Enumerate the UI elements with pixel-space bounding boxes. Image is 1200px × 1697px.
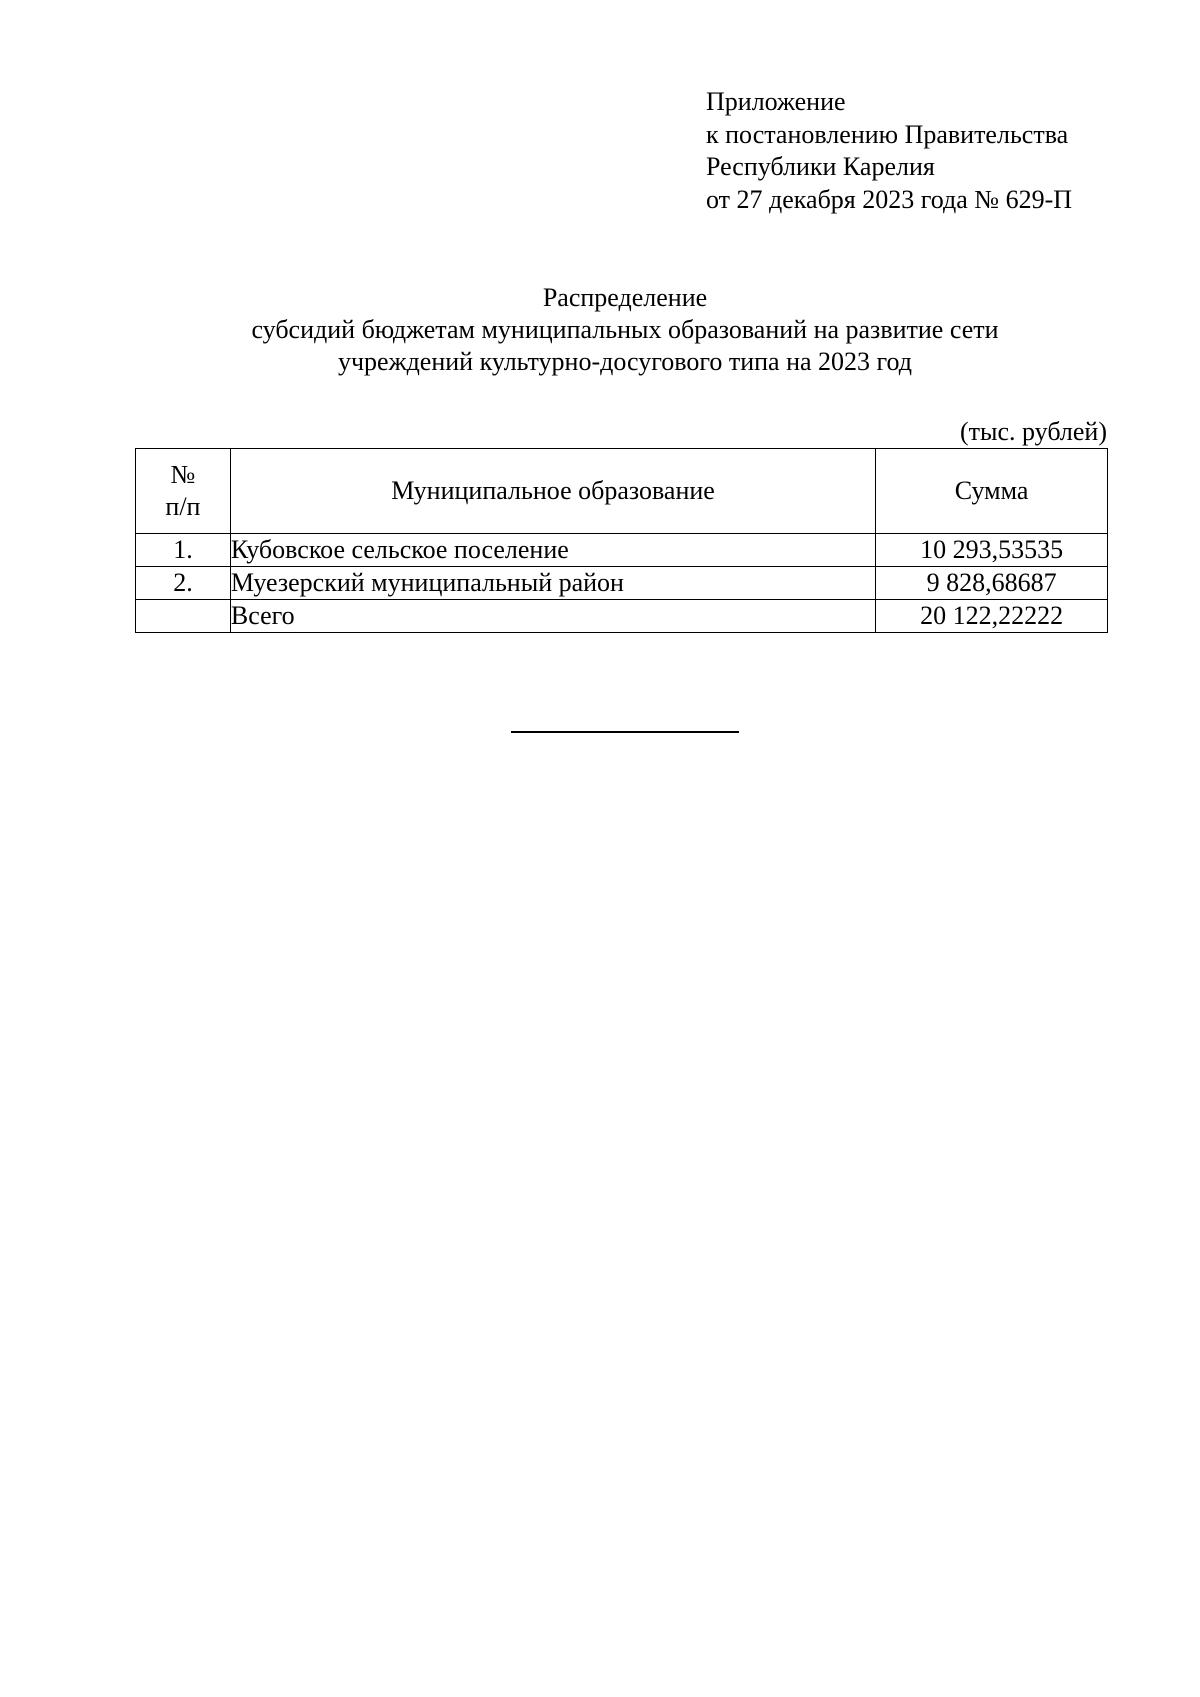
- row-municipality: Кубовское сельское поселение: [230, 534, 875, 567]
- units-label: (тыс. рублей): [959, 417, 1107, 446]
- row-municipality: Муезерский муниципальный район: [230, 567, 875, 600]
- total-number: [136, 600, 231, 633]
- row-sum: 10 293,53535: [876, 534, 1108, 567]
- table-total-row: [136, 600, 1108, 633]
- closing-divider: [511, 731, 739, 733]
- row-number: 1.: [136, 534, 231, 567]
- table-row: [136, 567, 1108, 600]
- appendix-line: к постановлению Правительства: [706, 119, 1069, 149]
- title-line: субсидий бюджетам муниципальных образований на развитие сети: [251, 315, 999, 344]
- header-number-pp: п/п: [165, 492, 201, 521]
- table-row: [136, 534, 1108, 567]
- title-line: учреждений культурно-досугового типа на 2023 год: [337, 347, 913, 376]
- header-number-sign: №: [170, 460, 196, 489]
- header-sum: Сумма: [876, 449, 1108, 534]
- appendix-line: Приложение: [706, 87, 846, 116]
- table-header-row: [136, 449, 1108, 534]
- total-label: Всего: [230, 600, 875, 633]
- distribution-table: [135, 448, 1108, 633]
- appendix-block: [706, 86, 1072, 216]
- row-sum: 9 828,68687: [876, 567, 1108, 600]
- header-municipality: Муниципальное образование: [230, 449, 875, 534]
- header-number: [136, 449, 231, 534]
- appendix-line: Республики Карелия: [706, 152, 935, 181]
- row-number: 2.: [136, 567, 231, 600]
- title-line: Распределение: [542, 283, 708, 312]
- appendix-line: от 27 декабря 2023 года № 629-П: [706, 184, 1073, 214]
- total-sum: 20 122,22222: [876, 600, 1108, 633]
- document-title: [0, 282, 1200, 378]
